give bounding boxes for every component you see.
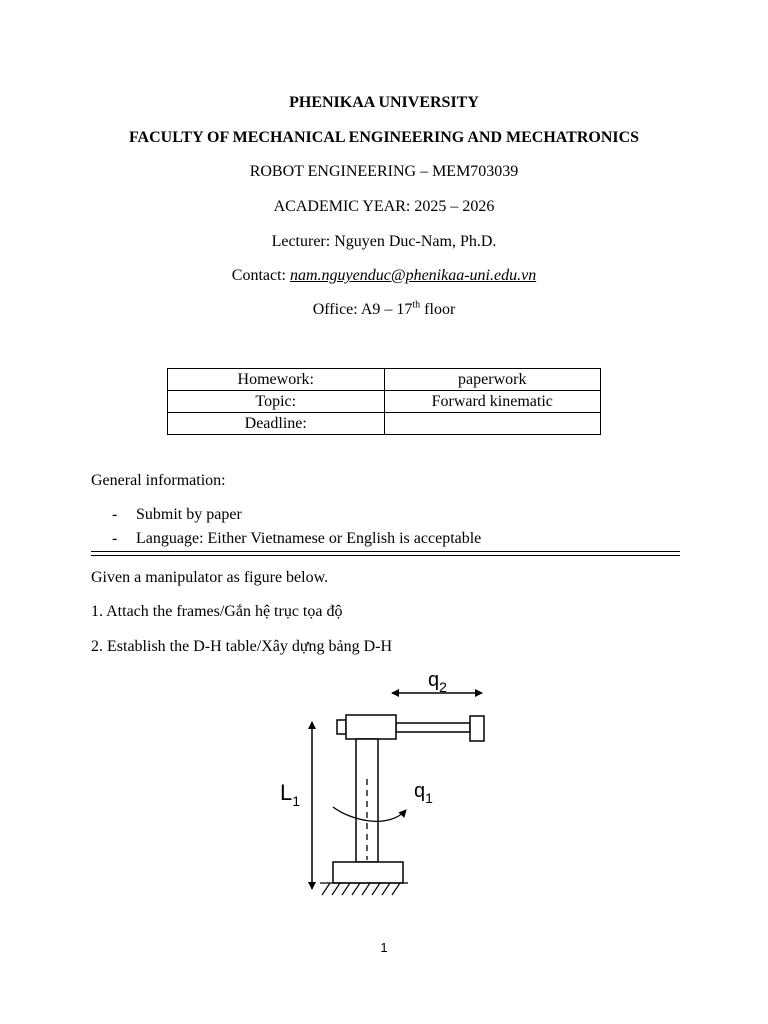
l1-label: $L_1$ <box>280 780 301 809</box>
table-row <box>168 369 601 391</box>
table-cell-value: paperwork <box>384 369 601 391</box>
office-prefix: Office: A9 – 17 <box>312 301 413 318</box>
task-intro: Given a manipulator as figure below. <box>91 569 329 586</box>
q2-label: $q_2$ <box>428 669 447 695</box>
divider-bottom <box>91 555 680 556</box>
joint-block <box>346 715 396 739</box>
university-name: PHENIKAA UNIVERSITY <box>289 94 479 111</box>
list-item-text: Submit by paper <box>136 506 242 523</box>
joint-cap <box>337 720 346 734</box>
table-cell-label: Homework: <box>168 369 385 391</box>
bullet-dash: - <box>112 506 118 523</box>
bullet-dash: - <box>112 530 118 547</box>
task-step: 1. Attach the frames/Gắn hệ trục tọa độ <box>91 603 343 620</box>
divider-top <box>91 551 680 552</box>
list-item-text: Language: Either Vietnamese or English is acceptable <box>136 530 482 547</box>
table-row <box>168 391 601 413</box>
contact-email-link[interactable]: nam.nguyenduc@phenikaa-uni.edu.vn <box>290 267 537 284</box>
table-cell-value <box>384 413 601 435</box>
vertical-link <box>356 739 378 862</box>
table-cell-label: Topic: <box>168 391 385 413</box>
manipulator-figure <box>270 662 500 907</box>
end-effector <box>470 716 484 741</box>
office-suffix: floor <box>420 301 456 318</box>
list-item <box>112 505 242 525</box>
office-line <box>0 300 768 320</box>
prismatic-arm <box>396 723 470 732</box>
table-row <box>168 413 601 435</box>
general-info-title: General information: <box>91 472 226 489</box>
base-block <box>333 862 403 883</box>
contact-line <box>0 266 768 286</box>
table-cell-label: Deadline: <box>168 413 385 435</box>
q1-label: $q_1$ <box>414 780 433 806</box>
homework-info-table <box>167 368 601 435</box>
lecturer: Lecturer: Nguyen Duc-Nam, Ph.D. <box>271 233 497 250</box>
office-superscript: th <box>412 299 421 311</box>
list-item <box>112 529 481 549</box>
faculty-name: FACULTY OF MECHANICAL ENGINEERING AND MECHATRONICS <box>128 129 640 146</box>
task-step: 2. Establish the D-H table/Xây dựng bảng D-H <box>91 638 393 655</box>
contact-label: Contact: <box>231 267 290 284</box>
table-cell-value: Forward kinematic <box>384 391 601 413</box>
ground-hatching <box>320 883 408 895</box>
page-number: 1 <box>380 940 388 955</box>
academic-year: ACADEMIC YEAR: 2025 – 2026 <box>273 198 495 215</box>
course-title: ROBOT ENGINEERING – MEM703039 <box>249 163 519 180</box>
